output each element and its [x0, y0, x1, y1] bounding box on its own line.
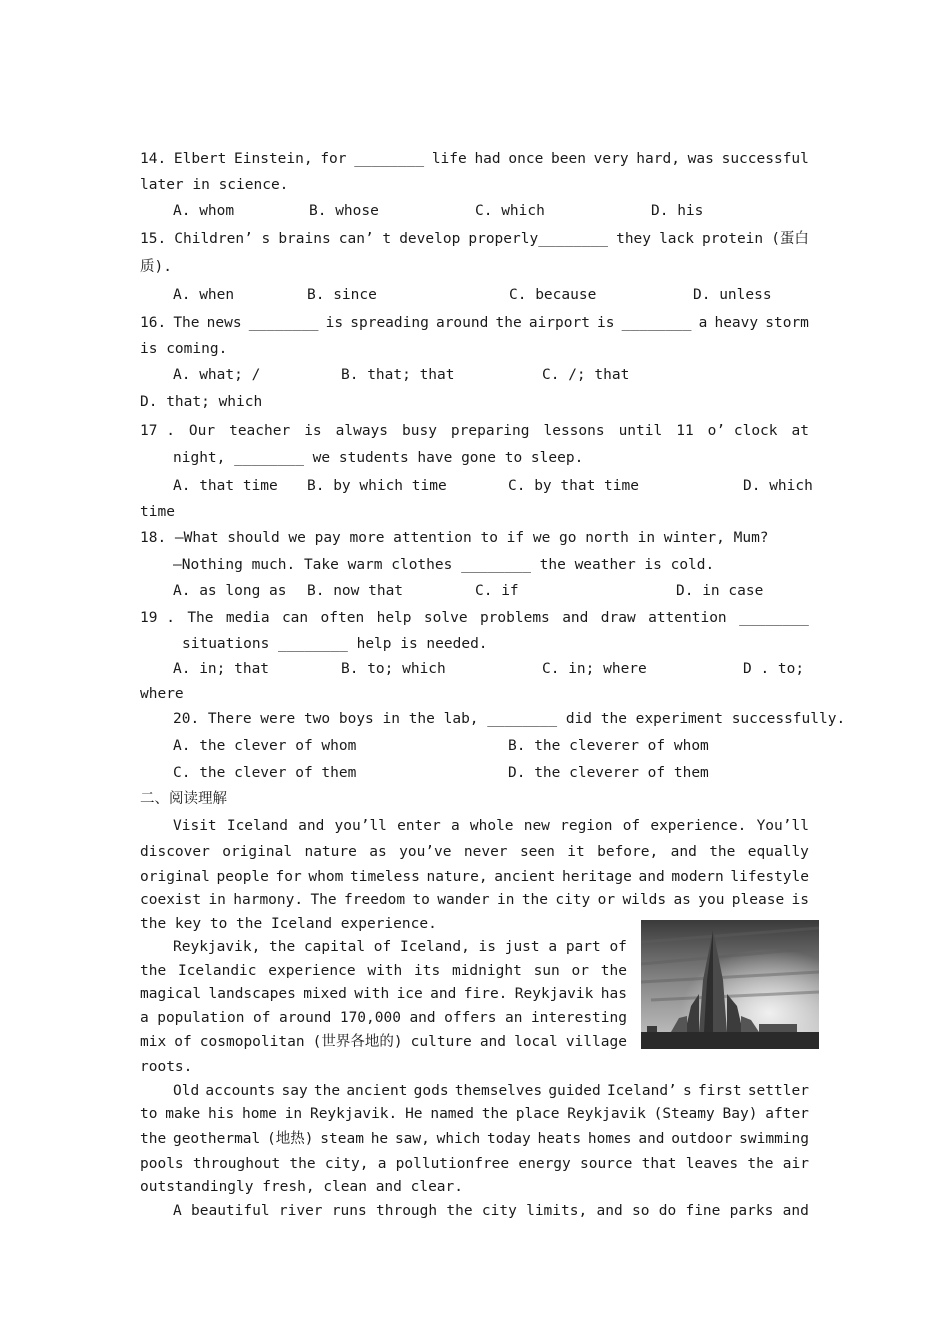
word: and: [562, 610, 589, 626]
word: pools: [140, 1156, 184, 1172]
word: wilds: [622, 892, 667, 908]
word: city: [481, 1203, 517, 1219]
word: always: [335, 423, 389, 439]
word: successful: [721, 151, 809, 167]
passage-p3-line4: [140, 1155, 809, 1173]
church-photo: [641, 920, 819, 1049]
word: new: [523, 818, 550, 834]
word: Icelandic: [177, 963, 257, 979]
word: Einstein,: [234, 151, 313, 167]
passage-p2-line6: roots.: [140, 1059, 193, 1075]
word: of: [622, 818, 641, 834]
word: around: [435, 315, 489, 331]
word: gods: [413, 1083, 449, 1099]
word: make: [165, 1106, 201, 1122]
word: brains: [278, 231, 331, 247]
word: Reykjavik.: [309, 1106, 398, 1122]
word: limits,: [526, 1203, 588, 1219]
word: the: [747, 1156, 774, 1172]
word: is: [791, 892, 809, 908]
word: source: [579, 1156, 633, 1172]
word: life: [431, 151, 467, 167]
word: nature,: [426, 869, 488, 885]
q15-line2: 质).: [140, 259, 172, 275]
word: has: [600, 986, 627, 1002]
word: properly________: [468, 231, 609, 247]
word: magical: [140, 986, 202, 1002]
word: is: [478, 939, 496, 955]
q16-line2: is coming.: [140, 341, 228, 357]
word: as: [673, 892, 691, 908]
word: Reykjavik,: [173, 939, 261, 955]
word: his: [207, 1106, 235, 1122]
q16-option-c: C. /; that: [542, 367, 630, 383]
word: hard,: [636, 151, 680, 167]
word: local: [514, 1034, 558, 1050]
word: ice: [396, 986, 423, 1002]
word: interesting: [530, 1010, 627, 1026]
word: fire.: [463, 986, 508, 1002]
word: (世界各地的): [312, 1034, 403, 1050]
word: a: [548, 939, 558, 955]
word: enter: [397, 818, 441, 834]
word: the: [446, 1203, 473, 1219]
word: the: [709, 844, 736, 860]
word: through: [376, 1203, 438, 1219]
q16-option-d: D. that; which: [140, 394, 263, 410]
passage-p4-line1: [173, 1202, 809, 1220]
word: ancient: [494, 869, 556, 885]
word: lack: [659, 231, 694, 247]
word: geothermal: [172, 1131, 261, 1147]
word: and: [638, 1131, 665, 1147]
word: Elbert: [173, 151, 227, 167]
word: in: [284, 1106, 303, 1122]
word: of: [609, 939, 627, 955]
word: they: [616, 231, 652, 247]
word: settler: [747, 1083, 809, 1099]
q17-line1: [140, 422, 809, 440]
word: until: [618, 423, 663, 439]
word: Reykjavik: [514, 986, 594, 1002]
word: the: [140, 963, 167, 979]
word: mixed: [303, 986, 347, 1002]
word: to: [412, 892, 430, 908]
q16-line1: [140, 314, 809, 332]
word: The: [310, 892, 337, 908]
q19-option-d: D . to;: [743, 661, 805, 677]
word: you’ll: [334, 818, 387, 834]
q14-option-a: A. whom: [173, 203, 235, 219]
word: capital: [303, 939, 366, 955]
passage-p1-line1: [173, 817, 809, 835]
word: 17 .: [140, 423, 175, 439]
q17-option-d-wrap: time: [140, 504, 175, 520]
word: or: [597, 892, 616, 908]
word: the: [481, 1106, 508, 1122]
word: offers: [444, 1010, 497, 1026]
word: and: [430, 986, 457, 1002]
word: and: [596, 1203, 623, 1219]
word: parks: [729, 1203, 774, 1219]
q14-line2: later in science.: [140, 177, 289, 193]
word: culture: [410, 1034, 472, 1050]
word: around: [278, 1010, 332, 1026]
word: protein: [702, 231, 764, 247]
passage-p2-line5: [140, 1033, 627, 1051]
passage-p3-line3: [140, 1130, 809, 1148]
passage-p3-line2: [140, 1105, 809, 1123]
word: city,: [324, 1156, 369, 1172]
q20-option-b: B. the cleverer of whom: [508, 738, 709, 754]
word: mix: [140, 1034, 167, 1050]
word: swimming: [739, 1131, 809, 1147]
word: place: [515, 1106, 560, 1122]
word: Iceland,: [399, 939, 470, 955]
word: today: [487, 1131, 531, 1147]
passage-p1-line4: [140, 891, 809, 909]
word: guided: [548, 1083, 601, 1099]
word: ________: [621, 315, 692, 331]
section-title: 二、阅读理解: [140, 791, 227, 807]
passage-p2-line1: [173, 938, 627, 956]
word: wander: [437, 892, 490, 908]
q16-option-a: A. what; /: [173, 367, 261, 383]
passage-p1-line3: [140, 868, 809, 886]
word: help: [376, 610, 412, 626]
passage-p1-line2: [140, 843, 809, 861]
passage-p3-line5: outstandingly fresh, clean and clear.: [140, 1179, 464, 1195]
passage-p3-line1: [173, 1082, 809, 1100]
word: it: [567, 844, 585, 860]
word: the: [269, 939, 296, 955]
word: the: [495, 315, 522, 331]
q15-line1: [140, 230, 809, 248]
word: or: [571, 963, 589, 979]
word: fine: [685, 1203, 721, 1219]
q19-line1: [140, 609, 809, 627]
word: city: [555, 892, 591, 908]
word: Old: [173, 1083, 200, 1099]
word: you: [698, 892, 725, 908]
word: 11: [676, 423, 694, 439]
word: as: [369, 844, 387, 860]
word: a: [377, 1156, 387, 1172]
q19-line2: situations ________ help is needed.: [182, 636, 488, 652]
q18-option-a: A. as long as: [173, 583, 287, 599]
word: whom: [308, 869, 344, 885]
word: the: [600, 963, 627, 979]
word: so: [631, 1203, 650, 1219]
word: leaves: [685, 1156, 739, 1172]
word: (Steamy: [653, 1106, 715, 1122]
word: whole: [469, 818, 514, 834]
word: is: [325, 315, 344, 331]
word: o’ clock: [707, 423, 778, 439]
q19-option-d-wrap: where: [140, 686, 184, 702]
word: Iceland: [226, 818, 288, 834]
word: and: [638, 869, 665, 885]
word: The: [173, 315, 200, 331]
word: a: [140, 1010, 149, 1026]
word: homes: [587, 1131, 632, 1147]
word: pollutionfree: [395, 1156, 510, 1172]
word: preparing: [450, 423, 530, 439]
word: the: [140, 1131, 167, 1147]
word: beautiful: [191, 1203, 270, 1219]
q14-option-d: D. his: [651, 203, 704, 219]
word: say: [281, 1083, 308, 1099]
word: an: [505, 1010, 523, 1026]
word: heats: [537, 1131, 582, 1147]
word: lifestyle: [730, 869, 809, 885]
word: 19 .: [140, 610, 175, 626]
word: for: [320, 151, 347, 167]
word: teacher: [229, 423, 291, 439]
word: just: [504, 939, 540, 955]
q20-option-c: C. the clever of them: [173, 765, 357, 781]
word: people: [216, 869, 269, 885]
word: ________: [354, 151, 425, 167]
word: is: [304, 423, 322, 439]
q19-option-a: A. in; that: [173, 661, 270, 677]
word: at: [791, 423, 809, 439]
passage-p2-line4: [140, 1009, 627, 1027]
word: lessons: [543, 423, 605, 439]
word: Iceland’: [606, 1083, 677, 1099]
word: airport: [528, 315, 590, 331]
word: a: [450, 818, 460, 834]
word: and: [298, 818, 325, 834]
word: very: [593, 151, 629, 167]
passage-p2-line3: [140, 985, 627, 1003]
word: in: [497, 892, 515, 908]
word: spreading: [350, 315, 429, 331]
word: and: [782, 1203, 809, 1219]
word: discover: [140, 844, 210, 860]
word: its: [414, 963, 441, 979]
word: is: [597, 315, 615, 331]
word: once: [508, 151, 544, 167]
word: equally: [747, 844, 809, 860]
q15-option-b: B. since: [307, 287, 377, 303]
word: sun: [533, 963, 560, 979]
word: experience.: [650, 818, 747, 834]
q18-line1: 18. —What should we pay more attention to if we go north in winter, Mum?: [140, 530, 769, 546]
word: (地热): [267, 1131, 314, 1147]
word: saw,: [394, 1131, 430, 1147]
word: throughout: [192, 1156, 281, 1172]
word: ________: [739, 610, 809, 626]
word: 15.: [140, 231, 167, 247]
word: you’ve: [399, 844, 452, 860]
q17-option-c: C. by that time: [508, 478, 639, 494]
word: river: [278, 1203, 323, 1219]
word: region: [560, 818, 613, 834]
word: he: [370, 1131, 389, 1147]
q15-option-d: D. unless: [693, 287, 772, 303]
word: air: [782, 1156, 809, 1172]
word: draw: [600, 610, 636, 626]
q20-option-a: A. the clever of whom: [173, 738, 357, 754]
word: the: [313, 1083, 341, 1099]
word: energy: [518, 1156, 571, 1172]
word: before,: [597, 844, 659, 860]
word: the: [289, 1156, 316, 1172]
q14-option-c: C. which: [475, 203, 545, 219]
word: timeless: [349, 869, 420, 885]
word: heritage: [562, 869, 632, 885]
word: and: [409, 1010, 436, 1026]
q16-option-b: B. that; that: [341, 367, 455, 383]
word: attention: [648, 610, 727, 626]
word: was: [687, 151, 714, 167]
word: to: [140, 1106, 158, 1122]
word: population: [157, 1010, 245, 1026]
q18-option-b: B. now that: [307, 583, 404, 599]
q17-option-a: A. that time: [173, 478, 278, 494]
word: experience: [268, 963, 356, 979]
word: modern: [671, 869, 724, 885]
word: can’ t: [338, 231, 392, 247]
word: freedom: [344, 892, 406, 908]
word: do: [658, 1203, 677, 1219]
word: media: [225, 610, 270, 626]
word: news: [206, 315, 242, 331]
word: You’ll: [756, 818, 809, 834]
word: storm: [765, 315, 809, 331]
word: original: [140, 869, 210, 885]
word: had: [474, 151, 501, 167]
word: harmony.: [233, 892, 304, 908]
q17-option-b: B. by which time: [307, 478, 447, 494]
word: seen: [519, 844, 555, 860]
word: in: [208, 892, 226, 908]
word: Reykjavik: [567, 1106, 646, 1122]
word: original: [222, 844, 293, 860]
word: Our: [188, 423, 216, 439]
q14-option-b: B. whose: [309, 203, 379, 219]
word: 16.: [140, 315, 167, 331]
word: themselves: [454, 1083, 543, 1099]
word: for: [275, 869, 302, 885]
word: never: [463, 844, 508, 860]
word: of: [174, 1034, 192, 1050]
word: Visit: [173, 818, 217, 834]
word: and: [479, 1034, 507, 1050]
q20-option-d: D. the cleverer of them: [508, 765, 709, 781]
word: (蛋白: [771, 231, 809, 247]
word: after: [765, 1106, 809, 1122]
q15-option-a: A. when: [173, 287, 235, 303]
q17-option-d: D. which: [743, 478, 813, 494]
word: that: [641, 1156, 677, 1172]
q17-line2: night, ________ we students have gone to sleep.: [173, 450, 584, 466]
word: Children’ s: [174, 231, 271, 247]
word: home: [241, 1106, 277, 1122]
word: with: [354, 986, 390, 1002]
word: which: [436, 1131, 481, 1147]
word: part: [565, 939, 601, 955]
word: accounts: [205, 1083, 276, 1099]
q18-option-c: C. if: [475, 583, 519, 599]
word: midnight: [451, 963, 522, 979]
word: The: [187, 610, 214, 626]
word: runs: [331, 1203, 367, 1219]
word: can: [281, 610, 309, 626]
word: the: [521, 892, 549, 908]
word: busy: [402, 423, 437, 439]
word: 14.: [140, 151, 167, 167]
word: a: [698, 315, 708, 331]
word: named: [430, 1106, 474, 1122]
word: outdoor: [671, 1131, 733, 1147]
q15-option-c: C. because: [509, 287, 597, 303]
word: heavy: [714, 315, 759, 331]
word: often: [320, 610, 365, 626]
word: with: [367, 963, 403, 979]
word: of: [253, 1010, 271, 1026]
word: solve: [423, 610, 468, 626]
word: problems: [479, 610, 550, 626]
word: s: [683, 1083, 692, 1099]
passage-p2-line2: [140, 962, 627, 980]
word: coexist: [140, 892, 202, 908]
word: landscapes: [208, 986, 296, 1002]
q14-line1: [140, 150, 809, 168]
q19-option-c: C. in; where: [542, 661, 647, 677]
q18-option-d: D. in case: [676, 583, 764, 599]
word: cosmopolitan: [199, 1034, 305, 1050]
q19-option-b: B. to; which: [341, 661, 446, 677]
word: He: [405, 1106, 423, 1122]
q20-line1: 20. There were two boys in the lab, ________ did the experiment successfully.: [173, 711, 846, 727]
word: develop: [399, 231, 461, 247]
word: 170,000: [339, 1010, 401, 1026]
word: and: [670, 844, 697, 860]
word: ancient: [346, 1083, 408, 1099]
word: ________: [248, 315, 319, 331]
word: of: [373, 939, 392, 955]
q18-line2: —Nothing much. Take warm clothes ________ the weather is cold.: [173, 557, 715, 573]
word: village: [565, 1034, 627, 1050]
word: please: [731, 892, 785, 908]
word: nature: [304, 844, 357, 860]
word: first: [697, 1083, 742, 1099]
word: been: [551, 151, 586, 167]
passage-p1-line5: the key to the Iceland experience.: [140, 916, 437, 932]
word: Bay): [722, 1106, 758, 1122]
word: steam: [320, 1131, 364, 1147]
word: A: [173, 1203, 182, 1219]
